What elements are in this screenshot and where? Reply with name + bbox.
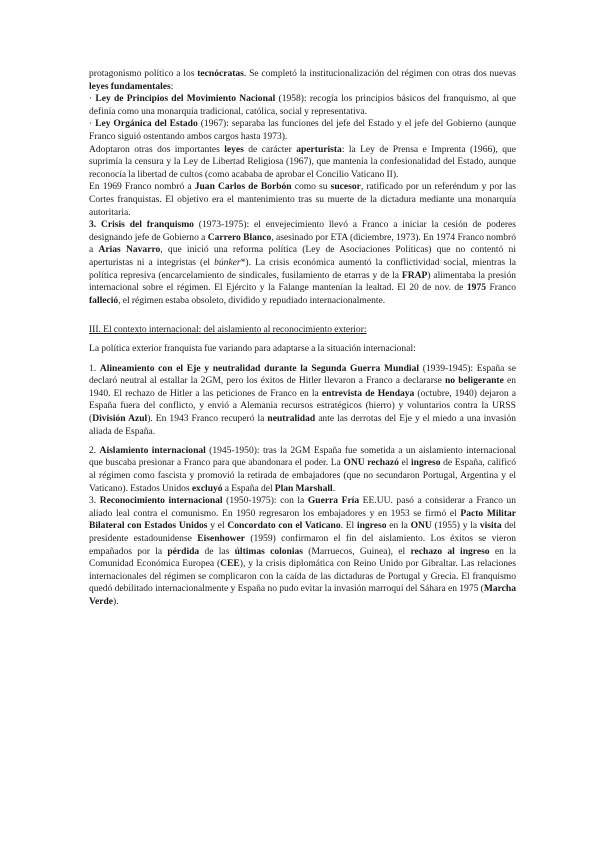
text-run: *). La crisis económica aumentó la conflictividad social, mientras la política represiva (encarcelamiento de sindicales, fusilamiento de etarras y de la — [89, 256, 516, 281]
bold-term: tecnócratas — [197, 68, 244, 79]
text-run: · — [89, 118, 96, 130]
bold-term: FRAP — [401, 269, 428, 281]
bold-term: leyes fundamentales — [89, 80, 171, 92]
text-run: (1955) y la — [431, 520, 480, 532]
text-run: (octubre, 1940) dejaron a España fuera del conflicto, y envió a Alemania recursos estratégicos (hierro) y voluntarios contra la URSS ( — [89, 387, 516, 425]
text-run: (1945-1950): tras la 2GM España fue sometida a un aislamiento internacional que buscaba presionar a Franco para que abandonara el poder. La — [89, 444, 516, 469]
bold-term: aperturista — [296, 143, 342, 155]
text-run: en la Comunidad Económica Europea ( — [89, 545, 517, 570]
bold-term: 1975 — [466, 282, 486, 294]
section-heading: III. El contexto internacional: del aislamiento al reconocimiento exterior: — [89, 324, 367, 336]
bold-term: Alineamiento con el Eje y neutralidad durante la Segunda Guerra Mundial — [99, 362, 419, 374]
text-run: (1973-1975): el envejecimiento llevó a Franco a iniciar la cesión de poderes designando jefe de Gobierno a — [89, 219, 517, 243]
text-run: , que inició una reforma política (Ley de Asociaciones Políticas) que no contentó ni aperturistas ni a integristas (el — [89, 244, 516, 268]
text-run: y el — [207, 520, 228, 532]
text-run: : la Ley de Prensa e Imprenta (1966), que suprimía la censura y la Ley de Libertad Religiosa (1967), que mantenía la confesionalidad del Estado, aunque reconocía la libertad de cultos (como acababa de aprobar el Concilio Vaticano II). — [89, 143, 516, 180]
text-run: 3. — [89, 495, 100, 507]
text-run: (1939-1945): España se declaró neutral al estallar la 2GM, pero los éxitos de Hitler llevaron a Franco a declararse — [89, 362, 516, 387]
section-intro: La política exterior franquista fue variando para adaptarse a la situación internacional: — [89, 343, 416, 355]
text-run: 2. — [89, 444, 100, 456]
bold-term: ingreso — [356, 520, 387, 532]
point-alineamiento-eje — [89, 363, 516, 439]
bold-term: sucesor — [330, 181, 361, 193]
bold-term: falleció — [89, 294, 119, 306]
bold-term: leyes — [224, 143, 244, 155]
text-run: (1950-1975): con la — [222, 495, 308, 507]
text-run: , el régimen estaba obsoleto, dividido y repudiado internacionalmente. — [118, 294, 386, 306]
bold-term: Ley de Principios del Movimiento Nacional — [95, 93, 276, 105]
text-run: Adoptaron otras dos importantes — [89, 143, 225, 155]
text-run: (1958): recogía los principios básicos del franquismo, al que definía como una monarquía tradicional, católica, social y representativa. — [89, 93, 517, 117]
text-run: · — [89, 93, 96, 105]
text-run: . — [332, 482, 336, 494]
bold-term: neutralidad — [267, 413, 316, 425]
text-run: ante las derrotas del Eje y el miedo a una invasión aliada de España. — [89, 413, 516, 437]
bold-term: visita — [479, 520, 502, 532]
bold-term: Concordato con el Vaticano — [227, 520, 341, 532]
bold-term: Aislamiento internacional — [99, 444, 206, 456]
text-run: (Marruecos, Guinea), el — [303, 545, 411, 557]
text-run: EE.UU. pasó a considerar a Franco un aliado leal contra el comunismo. En 1950 regresaron los embajadores y en 1953 se firmó el — [89, 495, 516, 519]
text-run: (1959) confirmaron el fin del aislamiento. Los éxitos se vieron empañados por la — [89, 532, 516, 557]
bold-term: Juan Carlos de Borbón — [194, 181, 292, 193]
bold-term: excluyó — [191, 482, 223, 494]
text-run: (1967): separaba las funciones del jefe del Estado y el jefe del Gobierno (aunque Franco siguió ostentando ambos cargos hasta 1973). — [89, 118, 516, 142]
point-aislamiento — [89, 445, 516, 495]
bold-term: ONU — [410, 520, 432, 532]
text-run: , asesinado por ETA (diciembre, 1973). En 1974 Franco nombró a — [89, 231, 517, 256]
text-run: protagonismo político a los — [89, 68, 198, 79]
paragraph-tecnocratas — [89, 68, 516, 93]
bold-term: Pacto Militar — [460, 507, 517, 519]
bold-term: Marcha Verde — [89, 583, 516, 607]
bold-term: ONU rechazó — [343, 457, 399, 469]
bold-term: Arias Navarro — [98, 244, 161, 256]
text-run: de España, calificó al régimen como fascista y promovió la retirada de embajadores (que no secundaron Portugal, Argentina y el Vaticano). Estados Unidos — [89, 457, 516, 494]
text-run: como su — [291, 181, 331, 193]
text-run: En 1969 Franco nombró a — [89, 181, 195, 193]
paragraph-leyes-aperturistas — [89, 144, 516, 182]
text-run: 1. — [89, 362, 100, 374]
bold-term: Eisenhower — [197, 532, 245, 544]
bold-term: Bilateral con Estados Unidos — [89, 520, 208, 532]
text-run: ). — [113, 595, 119, 607]
paragraph-ley-principios — [89, 93, 516, 118]
point-reconocimiento — [89, 495, 516, 608]
text-run: , ratificado por un referéndum y por las Cortes franquistas. El objetivo era el mantenimiento tras su muerte de la dictadura mediante una monarquía autoritaria. — [89, 181, 516, 218]
bold-term: Plan Marshall — [274, 482, 333, 494]
bold-term: pérdida — [167, 545, 200, 557]
text-run: ), y la crisis diplomática con Reino Unido por Gibraltar. Las relaciones internacionales del régimen se complicaron con la caída de las dictaduras de Portugal y Grecia. El franquismo quedó debilitado internacionalmente y España no pudo evitar la invasión marroquí del Sáhara en 1975 ( — [89, 558, 517, 595]
text-run: a España del — [222, 482, 275, 494]
bold-term: últimas colonias — [234, 545, 303, 557]
bold-term: Carrero Blanco — [207, 231, 272, 243]
text-run: del presidente estadounidense — [89, 520, 516, 544]
text-run: en 1940. El rechazo de Hitler a las peticiones de Franco en la — [89, 375, 517, 399]
text-run: ). En 1943 Franco recuperó la — [147, 413, 268, 425]
bold-term: entrevista de Hendaya — [321, 387, 415, 399]
text-run: de las — [199, 545, 235, 557]
text-run: el — [398, 457, 411, 469]
text-run: ) alimentaba la presión internacional sobre el régimen. El Ejército y la Falange mantenían la lealtad. El 20 de nov. de — [89, 269, 516, 294]
bold-term: Reconocimiento internacional — [99, 495, 223, 507]
bold-term: rechazo al ingreso — [410, 545, 490, 557]
text-run: . El — [340, 520, 357, 532]
paragraph-ley-organica — [89, 118, 516, 143]
bold-term: 3. Crisis del franquismo — [89, 219, 194, 231]
bold-term: Guerra Fría — [307, 495, 360, 507]
bold-term: CEE — [220, 558, 240, 570]
text-run: en la — [386, 520, 411, 532]
bold-term: División Azul — [92, 413, 148, 425]
text-run: : — [170, 80, 174, 92]
italic-term: búnker — [214, 256, 241, 268]
text-run: Franco — [485, 282, 517, 294]
paragraph-crisis-franquismo — [89, 219, 516, 307]
text-run: de carácter — [243, 143, 297, 155]
bold-term: ingreso — [411, 457, 441, 469]
paragraph-sucesor — [89, 181, 516, 219]
text-run: . Se completó la institucionalización del régimen con otras dos nuevas — [243, 68, 516, 79]
bold-term: no beligerante — [445, 375, 504, 387]
bold-term: Ley Orgánica del Estado — [95, 118, 198, 130]
